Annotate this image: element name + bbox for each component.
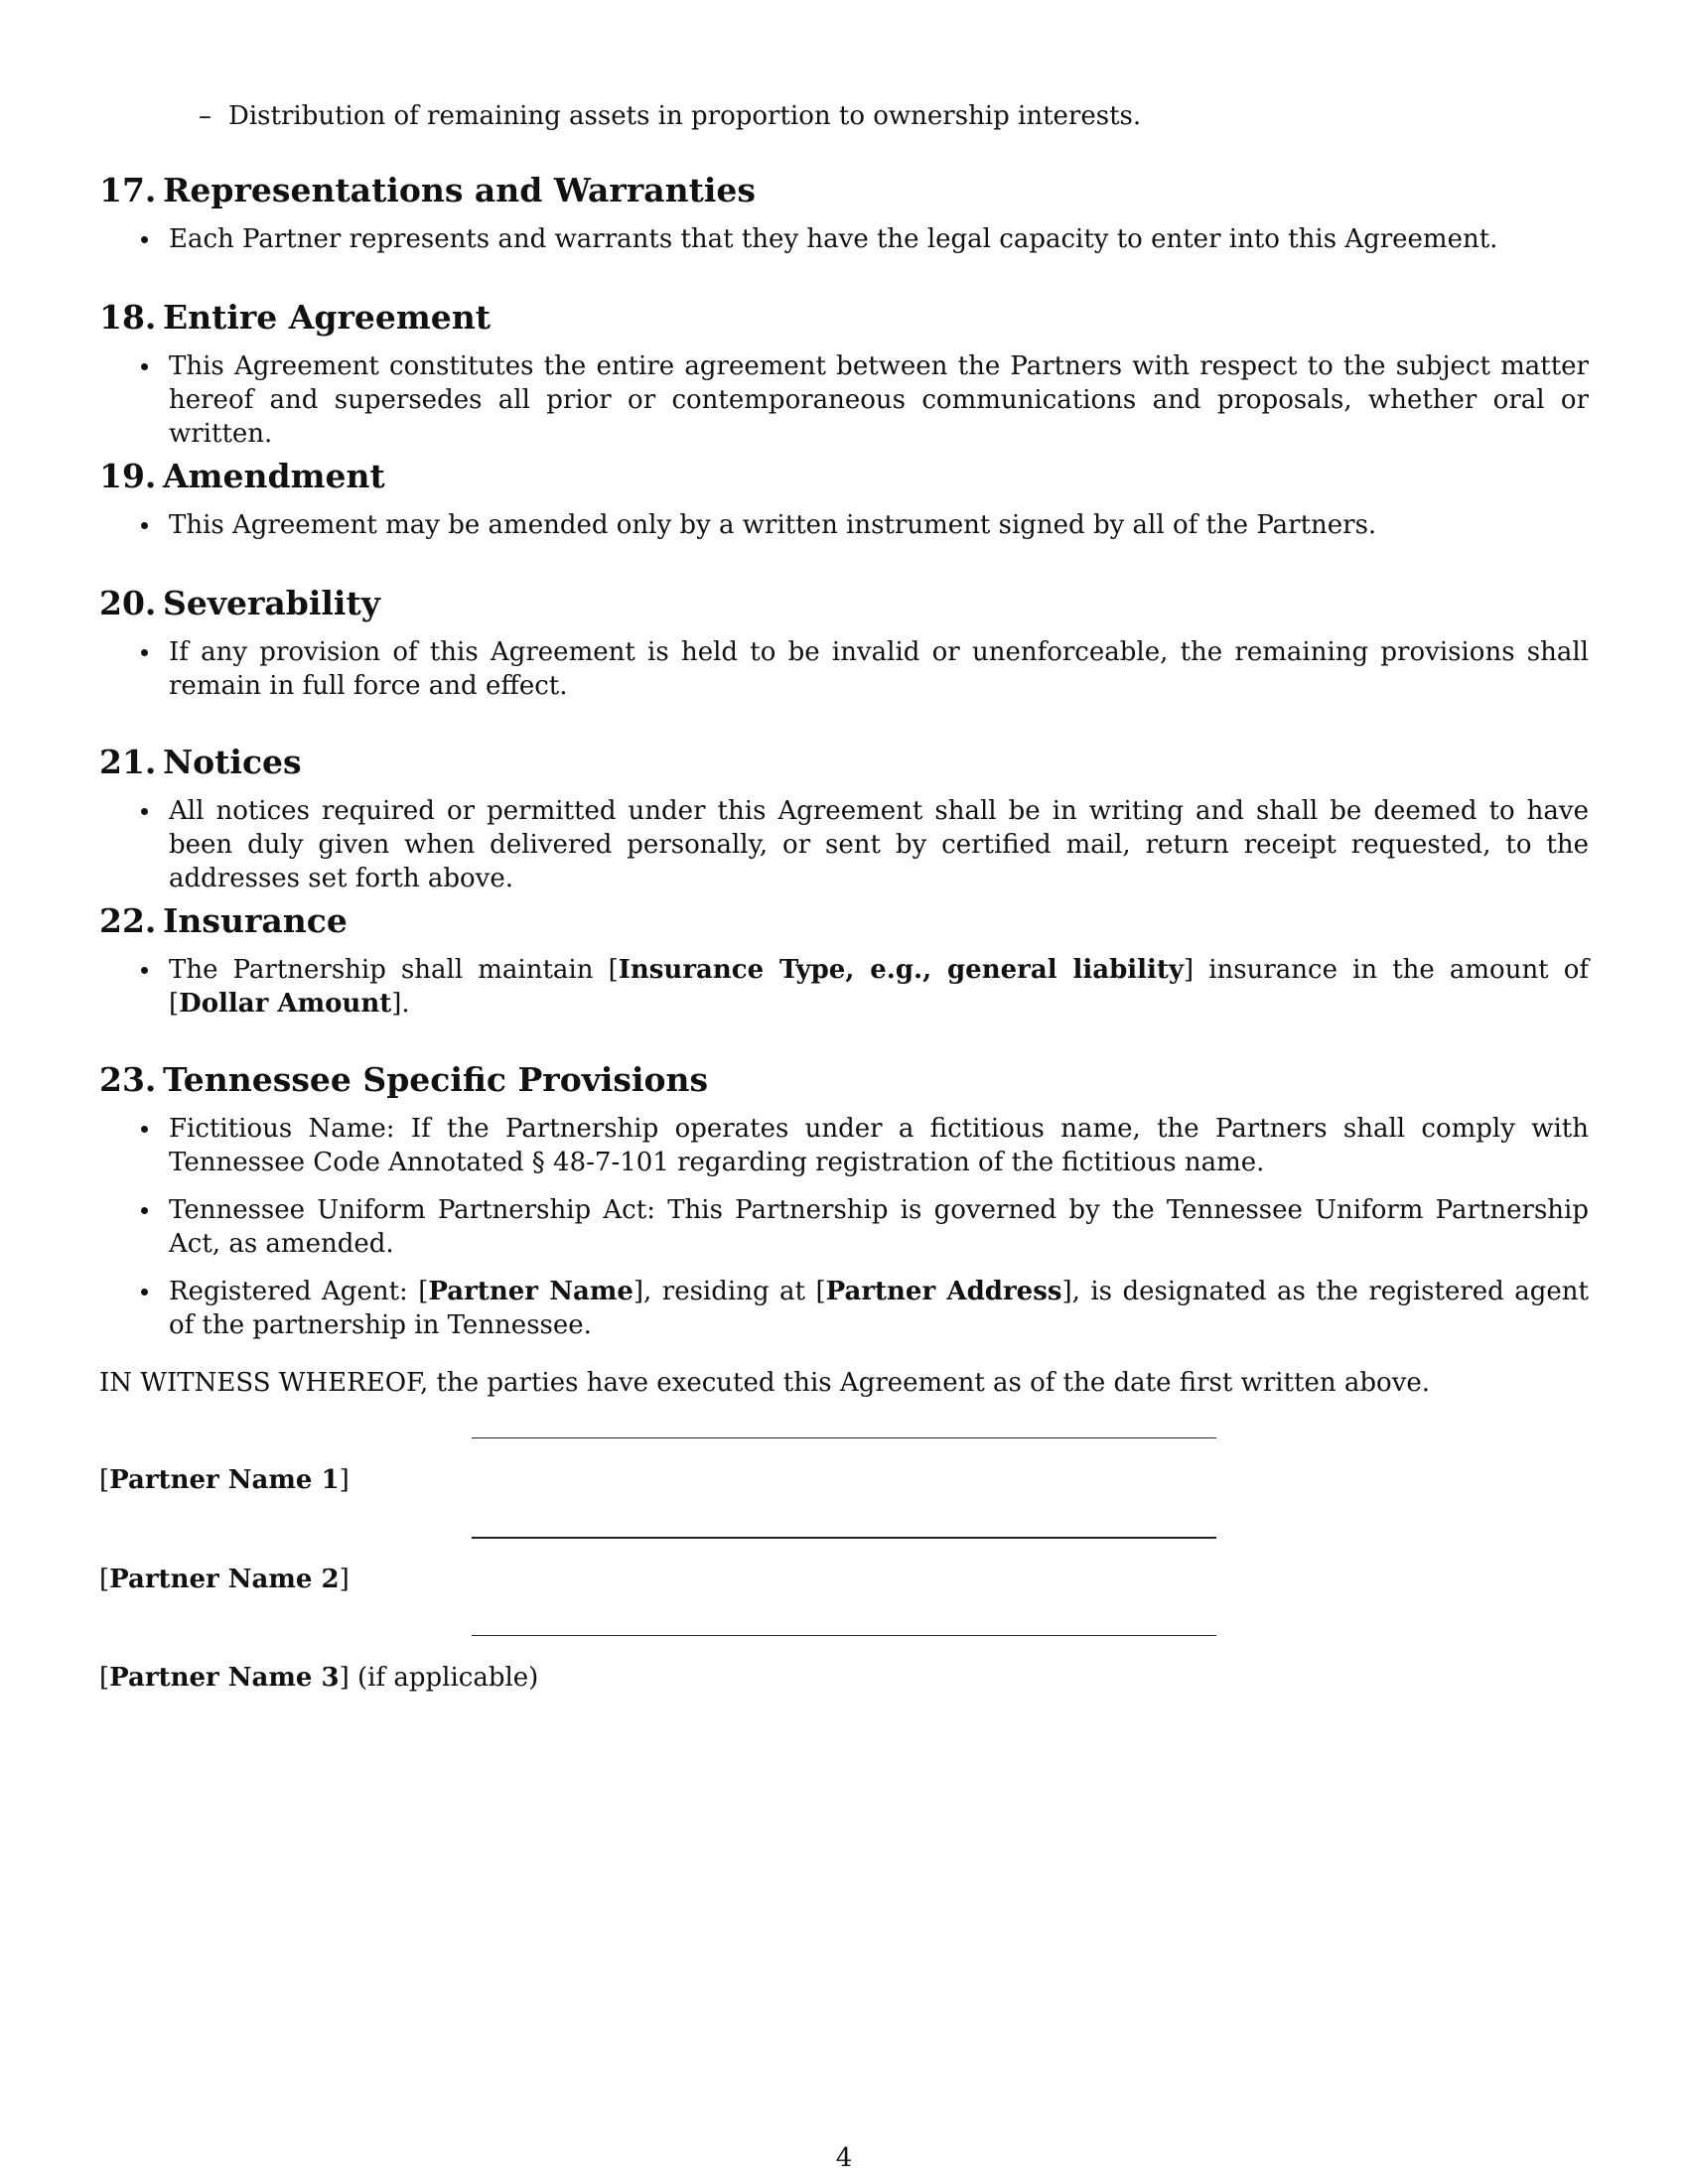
section-23 bbox=[99, 1060, 1589, 1342]
section-heading: 18. Entire Agreement bbox=[99, 298, 491, 337]
bullet-icon bbox=[141, 1126, 148, 1133]
witness-clause: IN WITNESS WHEREOF, the parties have executed this Agreement as of the date first written above. bbox=[99, 1368, 1431, 1398]
list-item: Tennessee Uniform Partnership Act: This Partnership is governed by the Tennessee Uniform Partnership Act, as amended. bbox=[99, 1193, 1589, 1261]
placeholder-text: Insurance Type, e.g., general liability bbox=[618, 955, 1184, 985]
bullet-icon bbox=[141, 236, 148, 243]
list-item: This Agreement may be amended only by a written instrument signed by all of the Partners. bbox=[99, 508, 1589, 542]
bullet-icon bbox=[141, 967, 148, 974]
section-19 bbox=[99, 457, 1589, 542]
bullet-icon bbox=[141, 649, 148, 656]
section-21 bbox=[99, 743, 1589, 895]
section-heading: 23. Tennessee Specific Provisions bbox=[99, 1060, 709, 1099]
page-number: 4 bbox=[835, 2143, 853, 2173]
bullet-icon bbox=[141, 1207, 148, 1214]
list-item: If any provision of this Agreement is held to be invalid or unenforceable, the remaining provisions shall remain in full force and effect. bbox=[99, 635, 1589, 703]
signature-line[interactable] bbox=[472, 1635, 1216, 1636]
section-22 bbox=[99, 901, 1589, 1021]
list-item: The Partnership shall maintain [Insurance Type, e.g., general liability] insurance in the amount of [Dollar Amount]. bbox=[99, 953, 1589, 1021]
list-item-text: Distribution of remaining assets in proportion to ownership interests. bbox=[228, 101, 1142, 131]
placeholder-text: Partner Name bbox=[428, 1277, 633, 1306]
bullet-icon bbox=[141, 363, 148, 370]
section-heading: 21. Notices bbox=[99, 743, 302, 781]
placeholder-text: Partner Address bbox=[825, 1277, 1062, 1306]
section-heading: 17. Representations and Warranties bbox=[99, 171, 756, 209]
signature-name-3: [Partner Name 3] (if applicable) bbox=[99, 1663, 539, 1693]
dash-marker: – bbox=[199, 101, 211, 131]
signature-line[interactable] bbox=[472, 1537, 1216, 1539]
section-heading: 19. Amendment bbox=[99, 457, 385, 495]
bullet-icon bbox=[141, 808, 148, 815]
section-18 bbox=[99, 298, 1589, 451]
bullet-icon bbox=[141, 1289, 148, 1296]
section-17 bbox=[99, 171, 1589, 256]
list-item: Each Partner represents and warrants that they have the legal capacity to enter into this Agreement. bbox=[99, 222, 1589, 256]
section-heading: 22. Insurance bbox=[99, 901, 348, 940]
bullet-icon bbox=[141, 522, 148, 529]
list-item: All notices required or permitted under this Agreement shall be in writing and shall be deemed to have been duly given when delivered personally, or sent by certified mail, return receipt requested, to the addresses set forth above. bbox=[99, 794, 1589, 895]
section-heading: 20. Severability bbox=[99, 584, 380, 622]
signature-line[interactable] bbox=[472, 1437, 1216, 1438]
placeholder-text: Dollar Amount bbox=[179, 989, 392, 1019]
list-item: Registered Agent: [Partner Name], residing at [Partner Address], is designated as the registered agent of the partnership in Tennessee. bbox=[99, 1275, 1589, 1342]
signature-name-1: [Partner Name 1] bbox=[99, 1465, 350, 1495]
list-item: Fictitious Name: If the Partnership operates under a fictitious name, the Partners shall comply with Tennessee Code Annotated § 48-7-101 regarding registration of the fictitious name. bbox=[99, 1112, 1589, 1179]
list-item: This Agreement constitutes the entire agreement between the Partners with respect to the subject matter hereof and supersedes all prior or contemporaneous communications and proposals, whether oral or written. bbox=[99, 349, 1589, 451]
section-20 bbox=[99, 584, 1589, 703]
signature-name-2: [Partner Name 2] bbox=[99, 1565, 350, 1594]
